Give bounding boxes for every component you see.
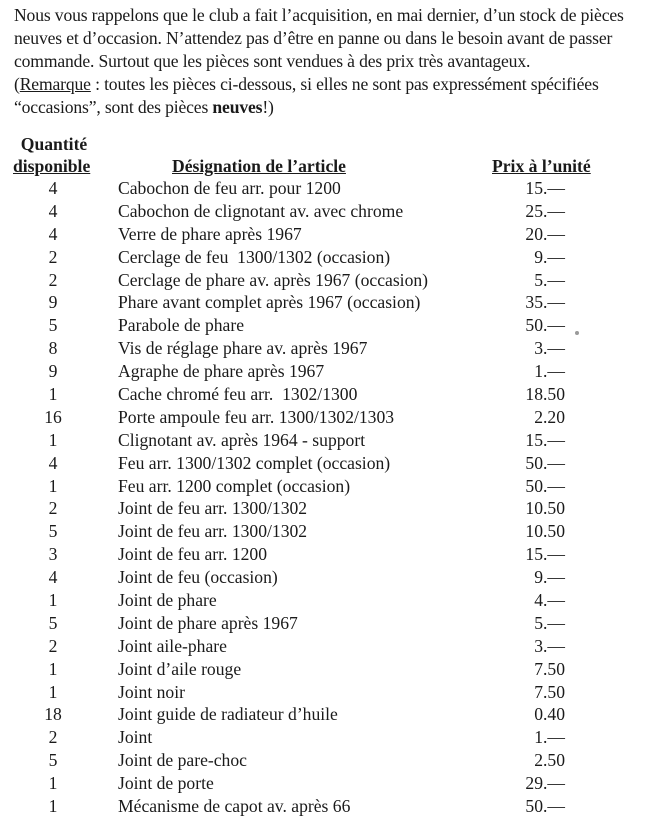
quantity-cell: 5 (48, 750, 58, 771)
header-unit-price-text: Prix à l’unité (492, 156, 591, 176)
price-cell: 35.— (525, 292, 565, 313)
price-cell: 2.20 (534, 406, 565, 427)
designation-cell: Joint noir (118, 681, 185, 702)
quantity-cell: 2 (48, 498, 58, 519)
price-cell: 4.— (534, 590, 565, 611)
price-cell: 3.— (534, 338, 565, 359)
designation-cell: Joint de pare-choc (118, 750, 247, 771)
table-row (0, 681, 660, 704)
designation-cell: Verre de phare après 1967 (118, 223, 302, 244)
table-row (0, 703, 660, 726)
remark-text: : toutes les pièces ci-dessous, si elles ne sont pas expressément spécifiées (90, 74, 599, 94)
quantity-cell: 1 (48, 475, 58, 496)
table-row (0, 772, 660, 795)
table-row (0, 291, 660, 314)
designation-cell: Cerclage de phare av. après 1967 (occasion) (118, 269, 429, 290)
quantity-cell: 5 (48, 521, 58, 542)
designation-cell: Phare avant complet après 1967 (occasion) (118, 292, 421, 313)
remark-bold-new: neuves (212, 97, 263, 117)
price-cell: 7.50 (534, 681, 565, 702)
table-row (0, 314, 660, 337)
table-row (0, 749, 660, 772)
price-cell: 0.40 (534, 704, 565, 725)
designation-cell: Cache chromé feu arr. 1302/1300 (118, 384, 358, 405)
quantity-cell: 4 (48, 567, 58, 588)
designation-cell: Joint de feu arr. 1300/1302 (118, 498, 308, 519)
price-cell: 15.— (525, 178, 565, 198)
quantity-cell: 4 (48, 200, 58, 221)
table-row (0, 726, 660, 749)
quantity-cell: 16 (44, 406, 62, 427)
header-designation-text: Désignation de l’article (172, 156, 346, 176)
table-row (0, 497, 660, 520)
price-cell: 18.50 (525, 384, 565, 405)
designation-cell: Joint de phare (118, 590, 217, 611)
quantity-cell: 8 (48, 338, 58, 359)
quantity-cell: 2 (48, 269, 58, 290)
price-cell: 15.— (525, 544, 565, 565)
quantity-cell: 3 (48, 544, 58, 565)
table-row (0, 406, 660, 429)
price-cell: 25.— (525, 200, 565, 221)
table-row (0, 612, 660, 635)
price-cell: 5.— (534, 612, 565, 633)
remark-end: !) (262, 97, 274, 117)
designation-cell: Clignotant av. après 1964 - support (118, 429, 366, 450)
table-row (0, 383, 660, 406)
quantity-cell: 1 (48, 590, 58, 611)
designation-cell: Joint (118, 727, 153, 748)
quantity-cell: 5 (48, 612, 58, 633)
intro-line-3: commande. Surtout que les pièces sont vendues à des prix très avantageux. (14, 51, 531, 71)
designation-cell: Cabochon de feu arr. pour 1200 (118, 178, 341, 198)
designation-cell: Mécanisme de capot av. après 66 (118, 796, 351, 817)
price-cell: 50.— (525, 796, 565, 817)
designation-cell: Agraphe de phare après 1967 (118, 361, 325, 382)
table-row (0, 429, 660, 452)
table-row (0, 520, 660, 543)
designation-cell: Cabochon de clignotant av. avec chrome (118, 200, 404, 221)
price-cell: 50.— (525, 452, 565, 473)
table-row (0, 337, 660, 360)
price-cell: 10.50 (525, 521, 565, 542)
table-row (0, 635, 660, 658)
designation-cell: Feu arr. 1300/1302 complet (occasion) (118, 452, 391, 473)
designation-cell: Parabole de phare (118, 315, 245, 336)
table-row (0, 566, 660, 589)
price-cell: 7.50 (534, 658, 565, 679)
designation-cell: Porte ampoule feu arr. 1300/1302/1303 (118, 406, 395, 427)
price-cell: 5.— (534, 269, 565, 290)
price-cell: 29.— (525, 773, 565, 794)
table-row (0, 177, 660, 200)
table-row (0, 200, 660, 223)
quantity-cell: 2 (48, 635, 58, 656)
header-quantity-available: disponible (13, 156, 91, 176)
remark-line-2-start: “occasions”, sont des pièces (14, 97, 213, 117)
price-cell: 50.— (525, 315, 565, 336)
price-cell: 9.— (534, 567, 565, 588)
table-row (0, 360, 660, 383)
price-cell: 50.— (525, 475, 565, 496)
header-quantity-line-1: Quantité (20, 134, 88, 154)
price-cell: 9.— (534, 246, 565, 267)
designation-cell: Joint d’aile rouge (118, 658, 242, 679)
quantity-cell: 18 (44, 704, 62, 725)
designation-cell: Vis de réglage phare av. après 1967 (118, 338, 368, 359)
table-row (0, 543, 660, 566)
designation-cell: Joint de feu arr. 1300/1302 (118, 521, 308, 542)
quantity-cell: 9 (48, 292, 58, 313)
intro-paragraph (14, 4, 654, 119)
table-row (0, 658, 660, 681)
designation-cell: Joint de feu arr. 1200 (118, 544, 268, 565)
quantity-cell: 1 (48, 658, 58, 679)
header-quantity-line-2 (13, 155, 90, 177)
intro-line-2: neuves et d’occasion. N’attendez pas d’être en panne ou dans le besoin avant de passer (14, 28, 613, 48)
table-row (0, 475, 660, 498)
quantity-cell: 1 (48, 429, 58, 450)
table-row (0, 246, 660, 269)
designation-cell: Joint de porte (118, 773, 214, 794)
designation-cell: Cerclage de feu 1300/1302 (occasion) (118, 246, 391, 267)
quantity-cell: 2 (48, 727, 58, 748)
remark-line-1 (14, 73, 654, 96)
designation-cell: Feu arr. 1200 complet (occasion) (118, 475, 351, 496)
designation-cell: Joint guide de radiateur d’huile (118, 704, 338, 725)
scan-speck (575, 331, 579, 335)
table-row (0, 452, 660, 475)
quantity-cell: 4 (48, 452, 58, 473)
quantity-cell: 1 (48, 796, 58, 817)
price-cell: 1.— (534, 361, 565, 382)
quantity-cell: 2 (48, 246, 58, 267)
price-cell: 1.— (534, 727, 565, 748)
remark-line-2 (14, 96, 654, 119)
parts-table-body (0, 177, 660, 818)
designation-cell: Joint de feu (occasion) (118, 567, 278, 588)
remark-open-paren: ( (14, 74, 20, 94)
table-row (0, 795, 660, 818)
table-row (0, 223, 660, 246)
table-row (0, 269, 660, 292)
header-designation (172, 155, 346, 177)
price-cell: 20.— (525, 223, 565, 244)
price-cell: 10.50 (525, 498, 565, 519)
quantity-cell: 1 (48, 773, 58, 794)
quantity-cell: 4 (48, 223, 58, 244)
quantity-cell: 4 (48, 178, 58, 198)
remark-label: Remarque (19, 74, 91, 94)
designation-cell: Joint aile-phare (118, 635, 227, 656)
table-row (0, 589, 660, 612)
price-cell: 3.— (534, 635, 565, 656)
quantity-cell: 5 (48, 315, 58, 336)
intro-line-1: Nous vous rappelons que le club a fait l’acquisition, en mai dernier, d’un stock de pièces (14, 5, 624, 25)
designation-cell: Joint de phare après 1967 (118, 612, 298, 633)
quantity-cell: 1 (48, 384, 58, 405)
price-cell: 15.— (525, 429, 565, 450)
quantity-cell: 1 (48, 681, 58, 702)
quantity-cell: 9 (48, 361, 58, 382)
header-unit-price (492, 155, 591, 177)
price-cell: 2.50 (534, 750, 565, 771)
